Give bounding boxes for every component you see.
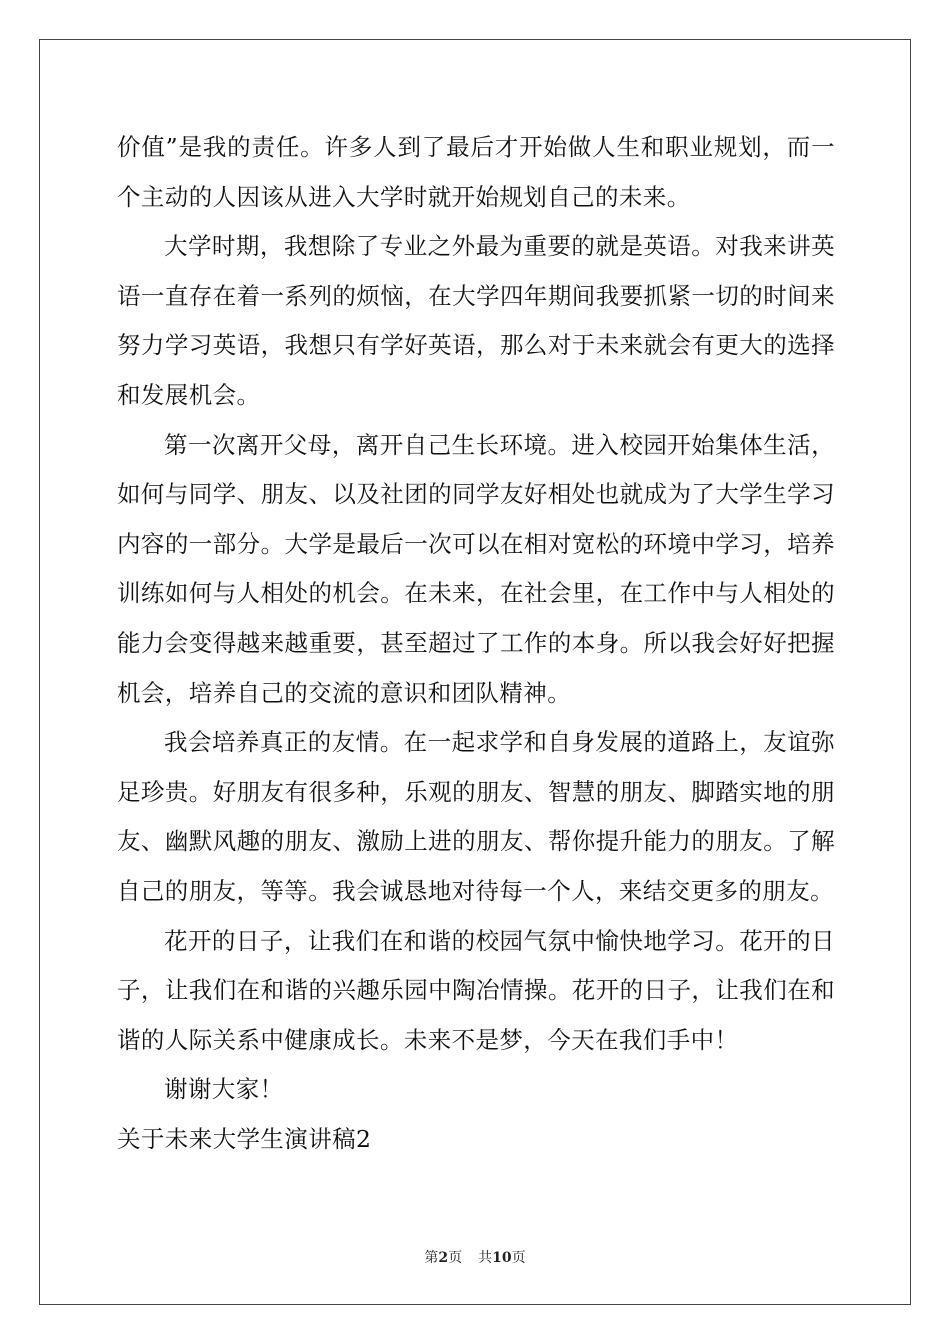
paragraph-value-responsibility: 价值”是我的责任。许多人到了最后才开始做人生和职业规划，而一个主动的人因该从进入大学时就开始规划自己的未来。 — [117, 133, 835, 211]
paragraph-flowering-days: 花开的日子，让我们在和谐的校园气氛中愉快地学习。花开的日子，让我们在和谐的兴趣乐园中陶冶情操。花开的日子，让我们在和谐的人际关系中健康成长。未来不是梦，今天在我们手中！ — [117, 926, 835, 1054]
total-prefix: 共 — [478, 1250, 493, 1266]
section-heading: 关于未来大学生演讲稿2 — [117, 1124, 372, 1153]
page-current: 2 — [438, 1250, 449, 1266]
paragraph-thanks: 谢谢大家！ — [164, 1075, 284, 1104]
total-suffix: 页 — [511, 1250, 526, 1266]
page-total: 10 — [492, 1250, 512, 1266]
page-suffix: 页 — [448, 1250, 463, 1266]
paragraph-english-study: 大学时期，我想除了专业之外最为重要的就是英语。对我来讲英语一直存在着一系列的烦恼，在大学四年期间我要抓紧一切的时间来努力学习英语，我想只有学好英语，那么对于未来就会有更大的选择和发展机会。 — [117, 232, 835, 409]
page-prefix: 第 — [424, 1250, 439, 1266]
paragraph-collective-life: 第一次离开父母，离开自己生长环境。进入校园开始集体生活，如何与同学、朋友、以及社团的同学友好相处也就成为了大学生学习内容的一部分。大学是最后一次可以在相对宽松的环境中学习，培养训练如何与人相处的机会。在未来，在社会里，在工作中与人相处的能力会变得越来越重要，甚至超过了工作的本身。所以我会好好把握机会，培养自己的交流的意识和团队精神。 — [117, 430, 835, 707]
page-footer — [0, 1247, 950, 1267]
document-body — [117, 123, 835, 1164]
paragraph-friendship: 我会培养真正的友情。在一起求学和自身发展的道路上，友谊弥足珍贵。好朋友有很多种，乐观的朋友、智慧的朋友、脚踏实地的朋友、幽默风趣的朋友、激励上进的朋友、帮你提升能力的朋友。了解自己的朋友，等等。我会诚恳地对待每一个人，来结交更多的朋友。 — [117, 728, 835, 905]
